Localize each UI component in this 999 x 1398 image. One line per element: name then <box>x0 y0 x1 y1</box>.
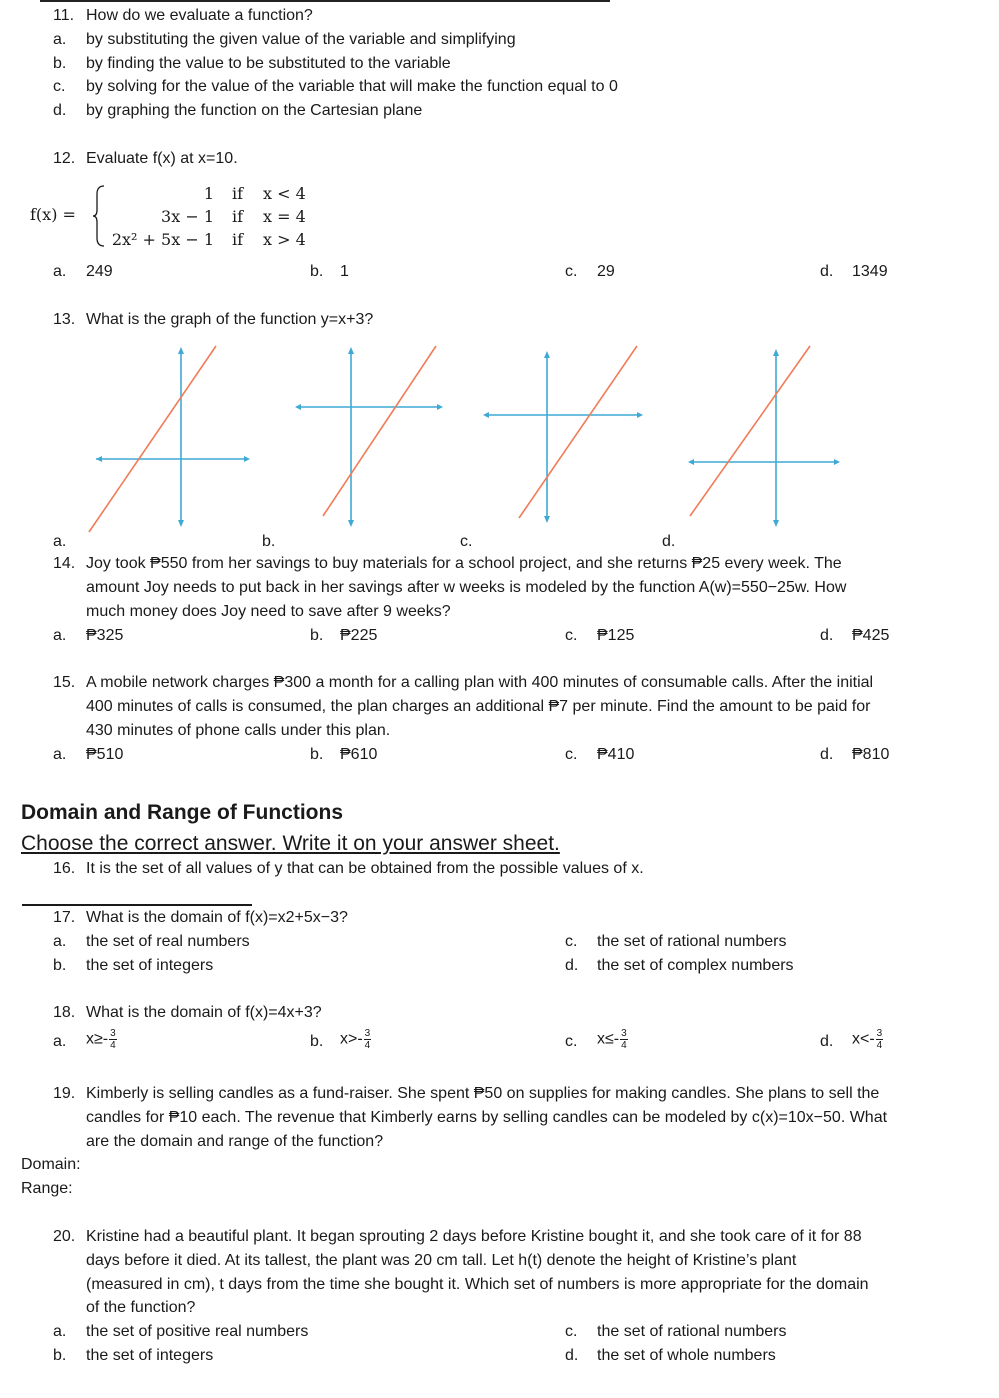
choice-inequality: x>- $\frac{3}{4}$ <box>340 1028 371 1051</box>
choice-text: 1 <box>340 263 349 280</box>
choice-letter: c. <box>565 1323 578 1340</box>
choice-text: ₱225 <box>340 627 378 644</box>
function-line <box>89 346 216 532</box>
choice-letter: d. <box>820 1033 834 1050</box>
y-axis-arrow <box>773 349 779 356</box>
y-axis-arrow <box>773 520 779 527</box>
choice-letter: b. <box>310 1033 324 1050</box>
choice-letter: b. <box>53 957 67 974</box>
choice-letter: a. <box>53 533 67 550</box>
choice-letter: c. <box>53 78 66 95</box>
question-line: much money does Joy need to save after 9 weeks? <box>86 603 451 620</box>
x-axis-arrow <box>483 412 489 418</box>
choice-letter: c. <box>565 263 578 280</box>
top-rule <box>40 0 610 2</box>
question-line: amount Joy needs to put back in her savings after w weeks is modeled by the function A(w)=550−25w. How <box>86 579 847 596</box>
choice-letter: c. <box>460 533 473 550</box>
choice-letter: d. <box>565 1347 579 1364</box>
piece-expression: 1 <box>203 184 214 203</box>
graph-c <box>477 342 649 536</box>
function-name: f(x) = <box>30 205 76 224</box>
fraction: $\frac{3}{4}$ <box>110 1028 116 1051</box>
question-number: 14. <box>53 555 76 572</box>
choice-text: the set of whole numbers <box>597 1347 776 1364</box>
choice-letter: d. <box>820 263 834 280</box>
question-text: It is the set of all values of y that can be obtained from the possible values of x. <box>86 860 644 877</box>
choice-text: ₱510 <box>86 746 124 763</box>
choice-text: the set of complex numbers <box>597 957 794 974</box>
question-line: A mobile network charges ₱300 a month for a calling plan with 400 minutes of consumable calls. After the initial <box>86 674 874 691</box>
choice-inequality: x≤- $\frac{3}{4}$ <box>597 1028 627 1051</box>
choice-letter: c. <box>565 627 578 644</box>
choice-letter: b. <box>310 627 324 644</box>
domain-label: Domain: <box>21 1156 81 1173</box>
question-line: are the domain and range of the function? <box>86 1133 384 1150</box>
x-axis-arrow <box>834 459 840 465</box>
choice-letter: b. <box>262 533 276 550</box>
question-line: Joy took ₱550 from her savings to buy materials for a school project, and she returns ₱25 every week. The <box>86 555 842 572</box>
fraction: $\frac{3}{4}$ <box>876 1028 883 1051</box>
piece-if: if <box>232 207 244 226</box>
choice-letter: a. <box>53 31 67 48</box>
question-number: 12. <box>53 150 76 167</box>
choice-text: by finding the value to be substituted to the variable <box>86 55 451 72</box>
graph-b <box>281 342 455 536</box>
y-axis-arrow <box>348 520 354 527</box>
choice-text: the set of positive real numbers <box>86 1323 309 1340</box>
question-number: 15. <box>53 674 76 691</box>
choice-letter: a. <box>53 627 67 644</box>
choice-text: the set of integers <box>86 957 214 974</box>
piece-expression: 2x² + 5x − 1 <box>111 230 214 249</box>
function-line <box>690 346 810 516</box>
piece-condition: x > 4 <box>263 230 306 249</box>
question-text: How do we evaluate a function? <box>86 7 313 24</box>
choice-text: the set of rational numbers <box>597 933 787 950</box>
question-line: Kristine had a beautiful plant. It began sprouting 2 days before Kristine bought it, and she took care of it for 88 <box>86 1228 862 1245</box>
x-axis-arrow <box>688 459 694 465</box>
function-line <box>323 346 436 516</box>
piece-expression: 3x − 1 <box>161 207 214 226</box>
choice-text: by substituting the given value of the variable and simplifying <box>86 31 516 48</box>
question-text: What is the domain of f(x)=x2+5x−3? <box>86 909 348 926</box>
choice-letter: d. <box>820 746 834 763</box>
question-number: 16. <box>53 860 76 877</box>
question-text: What is the graph of the function y=x+3? <box>86 311 374 328</box>
function-line <box>519 346 637 518</box>
choice-letter: a. <box>53 1033 67 1050</box>
fraction: $\frac{3}{4}$ <box>364 1028 371 1051</box>
choice-letter: b. <box>310 746 324 763</box>
question-text: Evaluate f(x) at x=10. <box>86 150 238 167</box>
choice-letter: a. <box>53 933 67 950</box>
question-line: of the function? <box>86 1299 196 1316</box>
question-number: 17. <box>53 909 76 926</box>
choice-letter: b. <box>53 1347 67 1364</box>
x-axis-arrow <box>437 404 443 410</box>
piece-if: if <box>232 184 244 203</box>
choice-text: ₱410 <box>597 746 635 763</box>
y-axis-arrow <box>178 347 184 354</box>
choice-letter: d. <box>53 102 67 119</box>
choice-letter: d. <box>662 533 676 550</box>
choice-letter: c. <box>565 933 578 950</box>
question-line: Kimberly is selling candles as a fund-raiser. She spent ₱50 on supplies for making candles. She plans to sell the <box>86 1085 880 1102</box>
choice-letter: d. <box>565 957 579 974</box>
y-axis-arrow <box>544 516 550 523</box>
x-axis-arrow <box>96 456 102 462</box>
choice-letter: a. <box>53 746 67 763</box>
left-brace <box>92 184 106 248</box>
choice-letter: c. <box>565 746 578 763</box>
question-number: 18. <box>53 1004 76 1021</box>
graph-d <box>678 342 852 536</box>
section-title: Domain and Range of Functions <box>21 801 344 824</box>
y-axis-arrow <box>544 351 550 358</box>
x-axis-arrow <box>244 456 250 462</box>
choice-letter: a. <box>53 263 67 280</box>
piece-if: if <box>232 230 244 249</box>
choice-text: ₱425 <box>852 627 890 644</box>
choice-text: ₱610 <box>340 746 378 763</box>
choice-text: the set of rational numbers <box>597 1323 787 1340</box>
question-text: What is the domain of f(x)=4x+3? <box>86 1004 322 1021</box>
question-line: 400 minutes of calls is consumed, the plan charges an additional ₱7 per minute. Find the amount to be paid for <box>86 698 871 715</box>
choice-inequality: x<- $\frac{3}{4}$ <box>852 1028 883 1051</box>
choice-text: 1349 <box>852 263 888 280</box>
y-axis-arrow <box>348 347 354 354</box>
choice-text: by solving for the value of the variable that will make the function equal to 0 <box>86 78 618 95</box>
choice-text: the set of integers <box>86 1347 214 1364</box>
choice-text: ₱810 <box>852 746 890 763</box>
choice-letter: b. <box>310 263 324 280</box>
graph-a <box>84 342 258 536</box>
section-instruction: Choose the correct answer. Write it on your answer sheet. <box>21 832 560 855</box>
choice-letter: b. <box>53 55 67 72</box>
choice-text: 29 <box>597 263 615 280</box>
choice-inequality: x≥- $\frac{3}{4}$ <box>86 1028 116 1051</box>
choice-text: the set of real numbers <box>86 933 250 950</box>
x-axis-arrow <box>637 412 643 418</box>
choice-text: ₱125 <box>597 627 635 644</box>
choice-letter: a. <box>53 1323 67 1340</box>
question-number: 19. <box>53 1085 76 1102</box>
choice-letter: d. <box>820 627 834 644</box>
question-line: 430 minutes of phone calls under this plan. <box>86 722 391 739</box>
choice-text: 249 <box>86 263 113 280</box>
y-axis-arrow <box>178 520 184 527</box>
question-number: 11. <box>53 7 75 24</box>
question-line: (measured in cm), t days from the time she bought it. Which set of numbers is more appropriate for the domain <box>86 1276 869 1293</box>
piece-condition: x < 4 <box>263 184 306 203</box>
choice-letter: c. <box>565 1033 578 1050</box>
question-number: 20. <box>53 1228 76 1245</box>
fraction: $\frac{3}{4}$ <box>621 1028 627 1051</box>
range-label: Range: <box>21 1180 73 1197</box>
answer-blank <box>22 904 252 906</box>
piece-condition: x = 4 <box>263 207 306 226</box>
choice-text: by graphing the function on the Cartesian plane <box>86 102 423 119</box>
question-line: days before it died. At its tallest, the plant was 20 cm tall. Let h(t) denote the height of Kristine’s plant <box>86 1252 797 1269</box>
choice-text: ₱325 <box>86 627 124 644</box>
question-number: 13. <box>53 311 76 328</box>
question-line: candles for ₱10 each. The revenue that Kimberly earns by selling candles can be modeled by c(x)=10x−50. What <box>86 1109 888 1126</box>
x-axis-arrow <box>295 404 301 410</box>
